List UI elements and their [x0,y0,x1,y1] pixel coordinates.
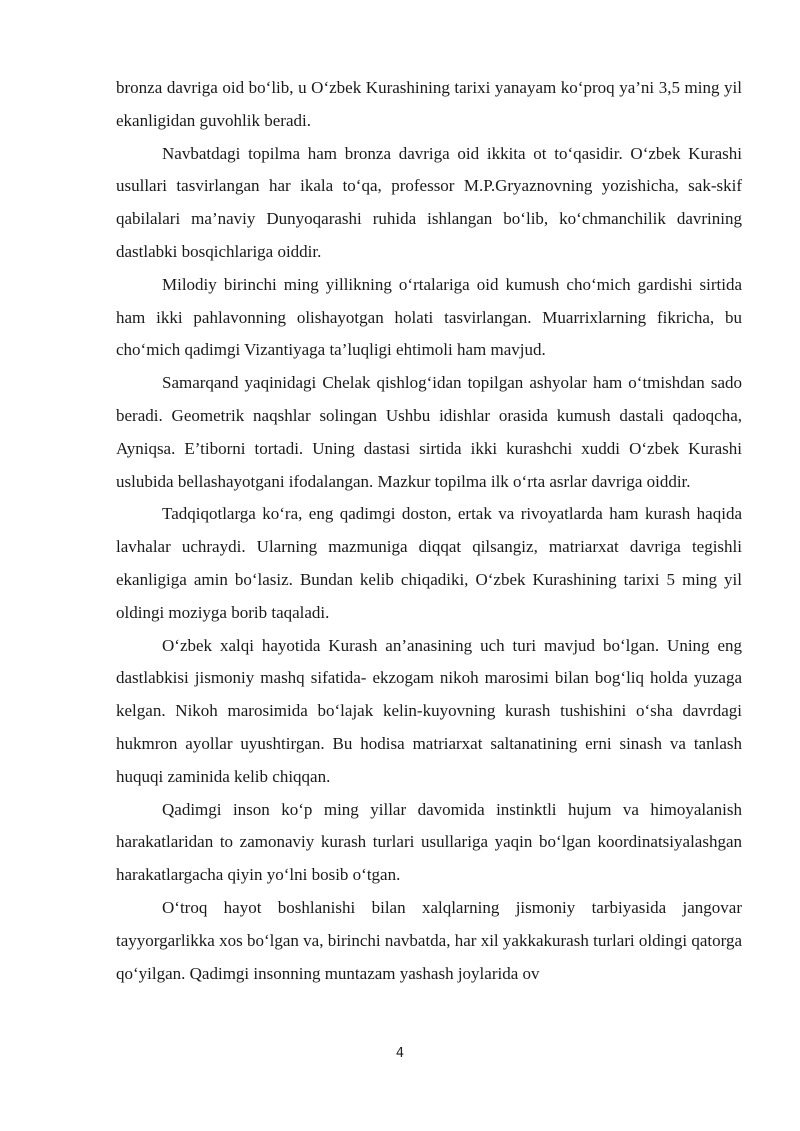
paragraph-3: Milodiy birinchi ming yillikning o‘rtalariga oid kumush cho‘mich gardishi sirtida ham ikki pahlavonning olishayotgan holati tasvirlangan. Muarrixlarning fikricha, bu cho‘mich qadimgi Vizantiyaga ta’luqligi ehtimoli ham mavjud. [116,274,742,360]
paragraph-8: O‘troq hayot boshlanishi bilan xalqlarning jismoniy tarbiyasida jangovar tayyorgarlikka xos bo‘lgan va, birinchi navbatda, har xil yakkakurash turlari oldingi qatorga qo‘yilgan. Qadimgi insonning muntazam yashash joylarida ov [116,897,742,983]
paragraph-1: bronza davriga oid bo‘lib, u O‘zbek Kurashining tarixi yanayam ko‘proq ya’ni 3,5 ming yil ekanligidan guvohlik beradi. [116,78,742,130]
paragraph-4: Samarqand yaqinidagi Chelak qishlog‘idan topilgan ashyolar ham o‘tmishdan sado beradi. Geometrik naqshlar solingan Ushbu idishlar orasida kumush dastali qadoqcha, Ayniqsa. E’tiborni tortadi. Uning dastasi sirtida ikki kurashchi xuddi O‘zbek Kurashi uslubida bellashayotgani ifodalangan. Mazkur topilma ilk o‘rta asrlar davriga oiddir. [116,373,742,491]
paragraph-2: Navbatdagi topilma ham bronza davriga oid ikkita ot to‘qasidir. O‘zbek Kurashi usullari tasvirlangan har ikala to‘qa, professor M.P.Gryaznovning yozishicha, sak-skif qabilalari ma’naviy Dunyoqarashi ruhida ishlangan bo‘lib, ko‘chmanchilik davrining dastlabki bosqichlariga oiddir. [116,143,742,261]
page-number: 4 [395,1046,405,1061]
paragraph-5: Tadqiqotlarga ko‘ra, eng qadimgi doston, ertak va rivoyatlarda ham kurash haqida lavhalar uchraydi. Ularning mazmuniga diqqat qilsangiz, matriarxat davriga tegishli ekanligiga amin bo‘lasiz. Bundan kelib chiqadiki, O‘zbek Kurashining tarixi 5 ming yil oldingi moziyga borib taqaladi. [116,504,742,622]
document-page [116,72,742,990]
paragraph-7: Qadimgi inson ko‘p ming yillar davomida instinktli hujum va himoyalanish harakatlaridan to zamonaviy kurash turlari usullariga yaqin bo‘lgan koordinatsiyalashgan harakatlargacha qiyin yo‘lni bosib o‘tgan. [116,799,742,885]
paragraph-6: O‘zbek xalqi hayotida Kurash an’anasining uch turi mavjud bo‘lgan. Uning eng dastlabkisi jismoniy mashq sifatida- ekzogam nikoh marosimi bilan bog‘liq holda yuzaga kelgan. Nikoh marosimida bo‘lajak kelin-kuyovning kurash tushishini o‘sha davrdagi hukmron ayollar uyushtirgan. Bu hodisa matriarxat saltanatining erni sinash va tanlash huquqi zaminida kelib chiqqan. [116,635,742,786]
